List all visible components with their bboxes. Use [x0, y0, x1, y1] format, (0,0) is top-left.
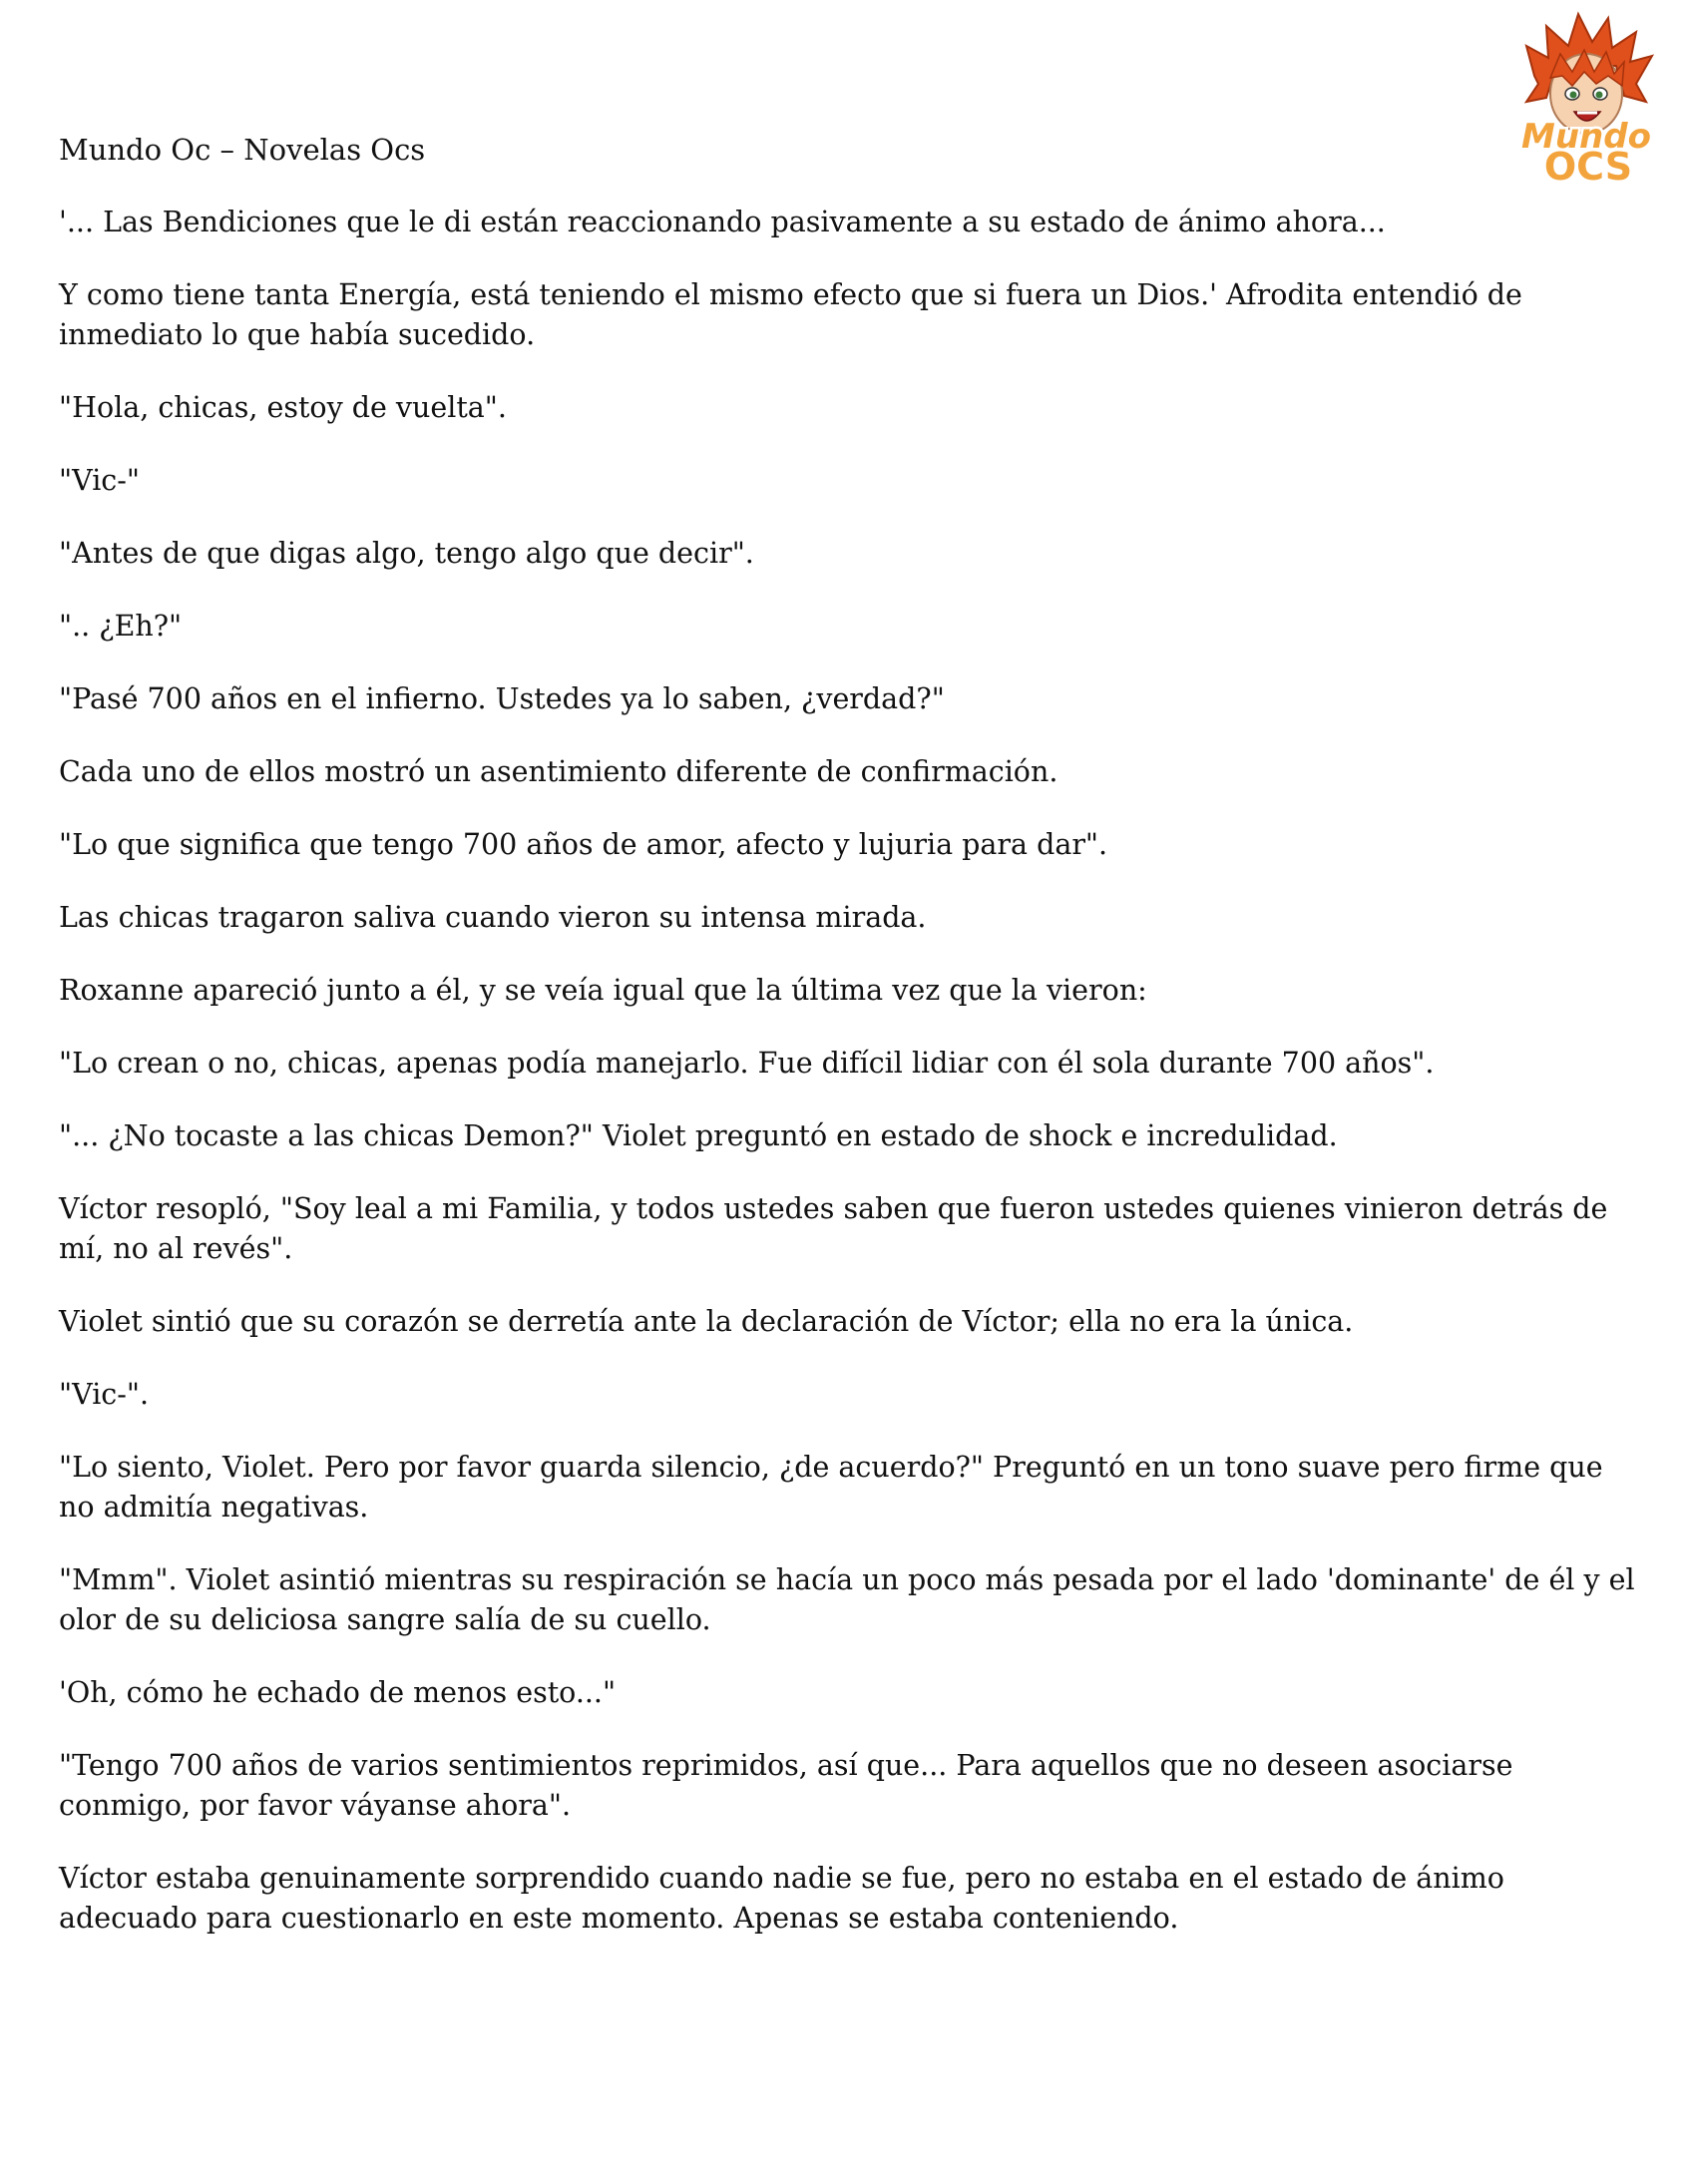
logo-text-ocs: OCS — [1543, 145, 1633, 186]
paragraph: ".. ¿Eh?" — [59, 610, 183, 643]
paragraph: "Vic-". — [59, 1378, 150, 1411]
paragraph: "Lo crean o no, chicas, apenas podía manejarlo. Fue difícil lidiar con él sola durante 700 años". — [59, 1047, 1435, 1080]
paragraph: "Mmm". Violet asintió mientras su respiración se hacía un poco más pesada por el lado 'dominante' de él y el olor de su deliciosa sangre salía de su cuello. — [59, 1563, 1635, 1636]
paragraph: Violet sintió que su corazón se derretía ante la declaración de Víctor; ella no era la única. — [59, 1305, 1354, 1338]
page-header: Mundo Oc – Novelas Ocs — [59, 133, 426, 167]
logo-text-mundo: Mundo — [1521, 117, 1651, 157]
paragraph: "Vic-" — [59, 464, 141, 497]
paragraph: Víctor estaba genuinamente sorprendido cuando nadie se fue, pero no estaba en el estado de ánimo adecuado para cuestionarlo en este momento. Apenas se estaba conteniendo. — [59, 1862, 1504, 1935]
paragraph: Cada uno de ellos mostró un asentimiento diferente de confirmación. — [59, 755, 1058, 788]
paragraph: Las chicas tragaron saliva cuando vieron su intensa mirada. — [59, 901, 927, 934]
paragraph: 'Oh, cómo he echado de menos esto..." — [59, 1676, 617, 1709]
mundo-ocs-logo — [1496, 6, 1676, 186]
paragraph: "Pasé 700 años en el infierno. Ustedes ya lo saben, ¿verdad?" — [59, 682, 945, 715]
paragraph: "Antes de que digas algo, tengo algo que decir". — [59, 537, 754, 570]
paragraph: "Hola, chicas, estoy de vuelta". — [59, 391, 507, 424]
document-body — [59, 203, 1635, 1971]
paragraph: '... Las Bendiciones que le di están reaccionando pasivamente a su estado de ánimo ahora... — [59, 206, 1386, 238]
paragraph: "Lo siento, Violet. Pero por favor guarda silencio, ¿de acuerdo?" Preguntó en un tono suave pero firme que no admitía negativas. — [59, 1451, 1603, 1524]
paragraph: "... ¿No tocaste a las chicas Demon?" Violet preguntó en estado de shock e incredulidad. — [59, 1119, 1338, 1152]
paragraph: Víctor resopló, "Soy leal a mi Familia, y todos ustedes saben que fueron ustedes quienes vinieron detrás de mí, no al revés". — [59, 1192, 1608, 1265]
paragraph: "Lo que significa que tengo 700 años de amor, afecto y lujuria para dar". — [59, 828, 1108, 861]
paragraph: "Tengo 700 años de varios sentimientos reprimidos, así que... Para aquellos que no deseen asociarse conmigo, por favor váyanse ahora". — [59, 1749, 1513, 1822]
paragraph: Y como tiene tanta Energía, está teniendo el mismo efecto que si fuera un Dios.' Afrodita entendió de inmediato lo que había sucedido. — [59, 278, 1522, 351]
logo-lettering — [1521, 117, 1651, 186]
paragraph: Roxanne apareció junto a él, y se veía igual que la última vez que la vieron: — [59, 974, 1147, 1007]
